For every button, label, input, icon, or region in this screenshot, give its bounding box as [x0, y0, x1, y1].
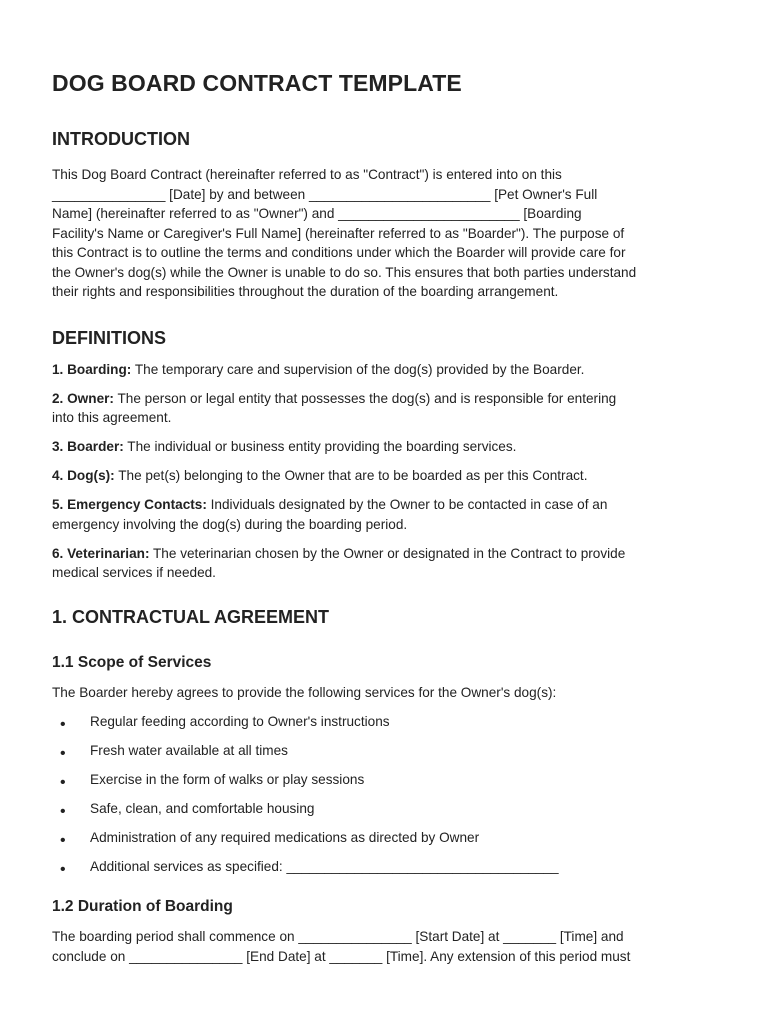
- introduction-line: the Owner's dog(s) while the Owner is unable to do so. This ensures that both parties understand: [52, 264, 637, 280]
- definitions-heading: DEFINITIONS: [52, 327, 167, 348]
- definition-item: [52, 495, 724, 534]
- scope-of-services-heading: 1.1 Scope of Services: [52, 653, 212, 671]
- service-text: Safe, clean, and comfortable housing: [90, 800, 315, 816]
- definition-text: The veterinarian chosen by the Owner or designated in the Contract to provide: [153, 545, 626, 561]
- definition-term: 2. Owner:: [52, 390, 114, 406]
- bullet-icon: •: [60, 802, 66, 820]
- definition-item: [52, 466, 724, 486]
- document-title: DOG BOARD CONTRACT TEMPLATE: [52, 70, 462, 96]
- scope-intro: The Boarder hereby agrees to provide the following services for the Owner's dog(s):: [52, 684, 557, 700]
- service-text: Fresh water available at all times: [90, 742, 288, 758]
- definition-text: The person or legal entity that possesses the dog(s) and is responsible for entering: [117, 390, 617, 406]
- definition-term: 3. Boarder:: [52, 439, 124, 454]
- introduction-line: _______________ [Date] by and between ________________________ [Pet Owner's Full: [52, 186, 598, 202]
- list-item: [52, 741, 724, 761]
- list-item: [52, 770, 724, 790]
- definition-text: The individual or business entity providing the boarding services.: [127, 439, 517, 454]
- services-list: [52, 712, 724, 877]
- duration-line: The boarding period shall commence on _______________ [Start Date] at _______ [Time] and: [52, 929, 624, 944]
- bullet-icon: •: [60, 831, 66, 849]
- definition-item: [52, 360, 724, 380]
- definition-term: 5. Emergency Contacts:: [52, 497, 207, 512]
- definition-text: The temporary care and supervision of the dog(s) provided by the Boarder.: [134, 361, 585, 377]
- list-item: [52, 799, 724, 819]
- definition-item: [52, 389, 724, 428]
- introduction-line: This Dog Board Contract (hereinafter referred to as "Contract") is entered into on this: [52, 167, 562, 182]
- service-text: Exercise in the form of walks or play sessions: [90, 771, 365, 787]
- bullet-icon: •: [60, 773, 66, 791]
- list-item: [52, 828, 724, 848]
- list-item: [52, 712, 724, 732]
- service-text: Additional services as specified: ____________________________________: [90, 858, 559, 874]
- list-item: [52, 857, 724, 877]
- duration-line: conclude on _______________ [End Date] at _______ [Time]. Any extension of this period must: [52, 948, 631, 964]
- duration-paragraph: [52, 927, 724, 966]
- definition-term: 4. Dog(s):: [52, 468, 115, 483]
- service-text: Regular feeding according to Owner's instructions: [90, 713, 390, 729]
- definition-item: [52, 544, 724, 583]
- definition-text: into this agreement.: [52, 410, 172, 425]
- service-text: Administration of any required medications as directed by Owner: [90, 829, 480, 845]
- definition-term: 6. Veterinarian:: [52, 545, 150, 561]
- introduction-line: this Contract is to outline the terms and conditions under which the Boarder will provide care for: [52, 245, 626, 260]
- bullet-icon: •: [60, 744, 66, 762]
- bullet-icon: •: [60, 860, 66, 878]
- introduction-line: Name] (hereinafter referred to as "Owner") and ________________________ [Boarding: [52, 206, 582, 221]
- definition-text: emergency involving the dog(s) during the boarding period.: [52, 516, 408, 532]
- introduction-paragraph: [52, 165, 724, 302]
- contractual-agreement-heading: 1. CONTRACTUAL AGREEMENT: [52, 606, 330, 627]
- introduction-line: Facility's Name or Caregiver's Full Name] (hereinafter referred to as "Boarder"). The purpose of: [52, 225, 625, 241]
- definition-term: 1. Boarding:: [52, 361, 132, 377]
- introduction-line: their rights and responsibilities throughout the duration of the boarding arrangement.: [52, 284, 559, 299]
- definition-text: Individuals designated by the Owner to be contacted in case of an: [210, 497, 608, 512]
- definition-text: The pet(s) belonging to the Owner that are to be boarded as per this Contract.: [118, 468, 588, 483]
- definition-item: [52, 437, 724, 457]
- duration-of-boarding-heading: 1.2 Duration of Boarding: [52, 898, 233, 915]
- bullet-icon: •: [60, 715, 66, 733]
- introduction-heading: INTRODUCTION: [52, 129, 190, 149]
- document-body: [52, 70, 724, 966]
- definition-text: medical services if needed.: [52, 565, 216, 580]
